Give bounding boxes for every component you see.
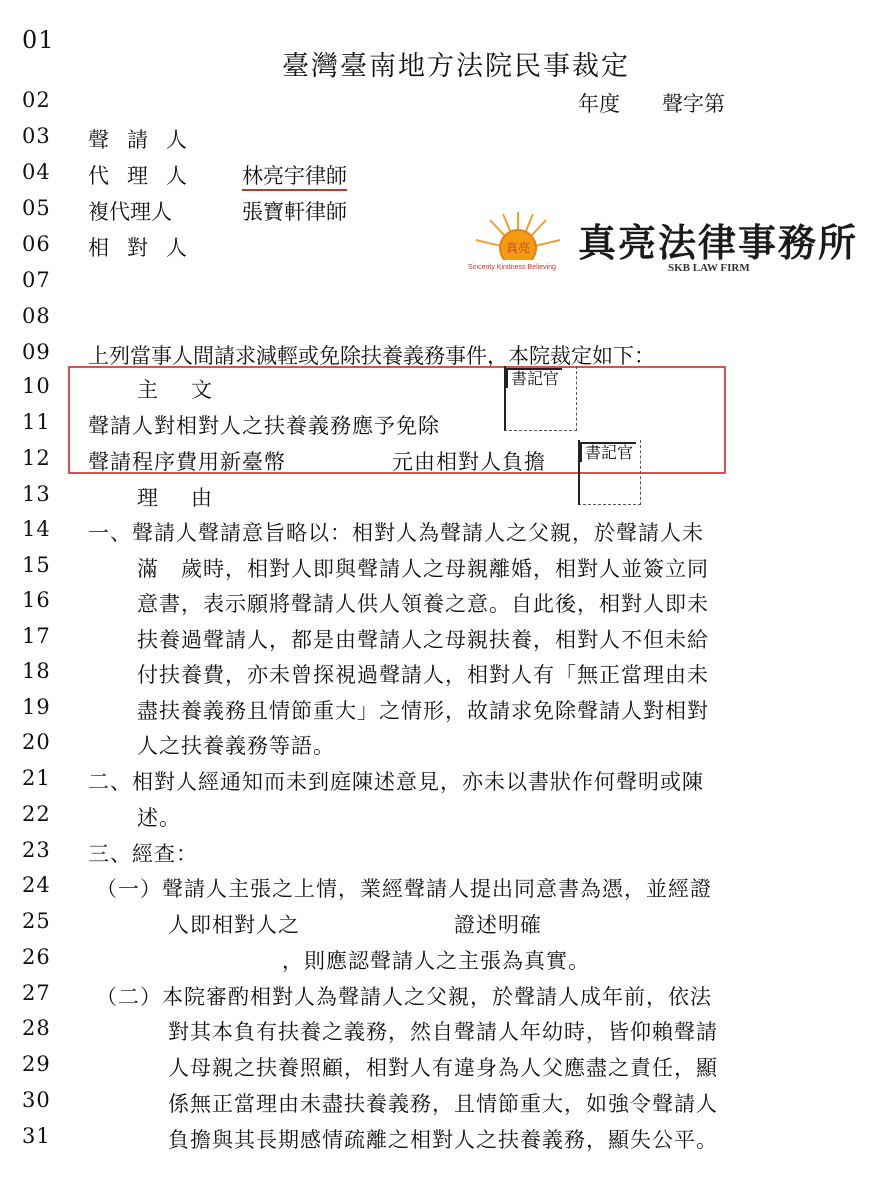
line-number: 29 xyxy=(22,1052,51,1076)
line-number: 06 xyxy=(22,232,51,256)
line-number: 14 xyxy=(22,517,51,541)
line-number: 24 xyxy=(22,873,51,897)
main-line-2a: 聲請程序費用新臺幣 xyxy=(88,450,286,474)
intro-line: 上列當事人間請求減輕或免除扶養義務事件，本院裁定如下： xyxy=(88,344,655,368)
main-line-2b: 元由相對人負擔 xyxy=(392,450,546,474)
clerk-stamp: 書記官 xyxy=(580,442,636,462)
line-number: 13 xyxy=(22,482,51,506)
clerk-stamp: 書記官 xyxy=(506,368,562,388)
logo-name: 真亮法律事務所 xyxy=(578,220,859,265)
body-line: 負擔與其長期感情疏離之相對人之扶養義務，顯失公平。 xyxy=(168,1128,718,1152)
line-number: 31 xyxy=(22,1124,51,1148)
sun-seal-icon xyxy=(468,210,568,270)
case-number: 年度 聲字第 xyxy=(578,92,725,116)
line-number: 18 xyxy=(22,659,51,683)
respondent-label: 相對人 xyxy=(88,236,205,260)
body-line: 對其本負有扶養之義務，然自聲請人年幼時，皆仰賴聲請 xyxy=(168,1020,718,1044)
line-number: 22 xyxy=(22,802,51,826)
line-number: 15 xyxy=(22,553,51,577)
body-line: 滿 歲時，相對人即與聲請人之母親離婚，相對人並簽立同 xyxy=(137,557,709,581)
line-number: 05 xyxy=(22,196,51,220)
line-number: 20 xyxy=(22,730,51,754)
line-number: 28 xyxy=(22,1016,51,1040)
body-line: 人母親之扶養照顧，相對人有違身為人父應盡之責任，顯 xyxy=(168,1056,718,1080)
body-line: （二）本院審酌相對人為聲請人之父親，於聲請人成年前，依法 xyxy=(96,985,712,1009)
law-firm-logo xyxy=(468,210,858,280)
document-title: 臺灣臺南地方法院民事裁定 xyxy=(282,51,630,82)
body-line: 係無正當理由未盡扶養義務，且情節重大，如強令聲請人 xyxy=(168,1092,718,1116)
line-number: 03 xyxy=(22,124,51,148)
logo-english: SKB LAW FIRM xyxy=(668,262,750,274)
agent-label: 代理人 xyxy=(88,164,205,188)
line-number: 02 xyxy=(22,88,51,112)
line-number: 30 xyxy=(22,1088,51,1112)
sub-agent-label: 複代理人 xyxy=(88,200,172,224)
line-number: 09 xyxy=(22,340,51,364)
body-line: 一、聲請人聲請意旨略以：相對人為聲請人之父親，於聲請人未 xyxy=(88,521,704,545)
body-line: 述。 xyxy=(137,806,181,830)
body-line: 盡扶養義務且情節重大」之情形，故請求免除聲請人對相對 xyxy=(137,699,709,723)
line-number: 23 xyxy=(22,838,51,862)
line-number: 12 xyxy=(22,446,51,470)
line-number: 26 xyxy=(22,945,51,969)
line-number: 17 xyxy=(22,624,51,648)
line-number: 25 xyxy=(22,909,51,933)
sub-agent-name: 張寶軒律師 xyxy=(242,200,347,224)
line-number: 16 xyxy=(22,588,51,612)
line-number: 01 xyxy=(22,26,55,54)
body-line: （一）聲請人主張之上情，業經聲請人提出同意書為憑，並經證 xyxy=(96,877,712,901)
line-number: 27 xyxy=(22,981,51,1005)
logo-tagline: Sincerity Kindness Believing xyxy=(468,264,556,271)
applicant-label: 聲請人 xyxy=(88,128,205,152)
body-line: 人之扶養義務等語。 xyxy=(137,734,335,758)
main-heading: 主 文 xyxy=(137,378,218,402)
body-line: 扶養過聲請人，都是由聲請人之母親扶養，相對人不但未給 xyxy=(137,628,709,652)
line-number: 04 xyxy=(22,160,51,184)
line-number: 08 xyxy=(22,304,51,328)
line-number: 19 xyxy=(22,695,51,719)
line-number: 10 xyxy=(22,374,51,398)
body-line: 付扶養費，亦未曾探視過聲請人，相對人有「無正當理由未 xyxy=(137,663,709,687)
body-line: 三、經查： xyxy=(88,842,198,866)
line-number: 11 xyxy=(22,410,51,434)
seal-text: 真亮 xyxy=(505,241,531,255)
reasons-heading: 理 由 xyxy=(137,486,218,510)
line-number: 07 xyxy=(22,268,51,292)
body-line: 二、相對人經通知而未到庭陳述意見，亦未以書狀作何聲明或陳 xyxy=(88,770,704,794)
line-number: 21 xyxy=(22,766,51,790)
body-line: 人即相對人之 證述明確 xyxy=(168,913,542,937)
body-line: 意書，表示願將聲請人供人領養之意。自此後，相對人即未 xyxy=(137,592,709,616)
agent-name: 林亮宇律師 xyxy=(242,164,347,191)
body-line: ，則應認聲請人之主張為真實。 xyxy=(282,949,590,973)
main-line-1: 聲請人對相對人之扶養義務應予免除 xyxy=(88,414,440,438)
